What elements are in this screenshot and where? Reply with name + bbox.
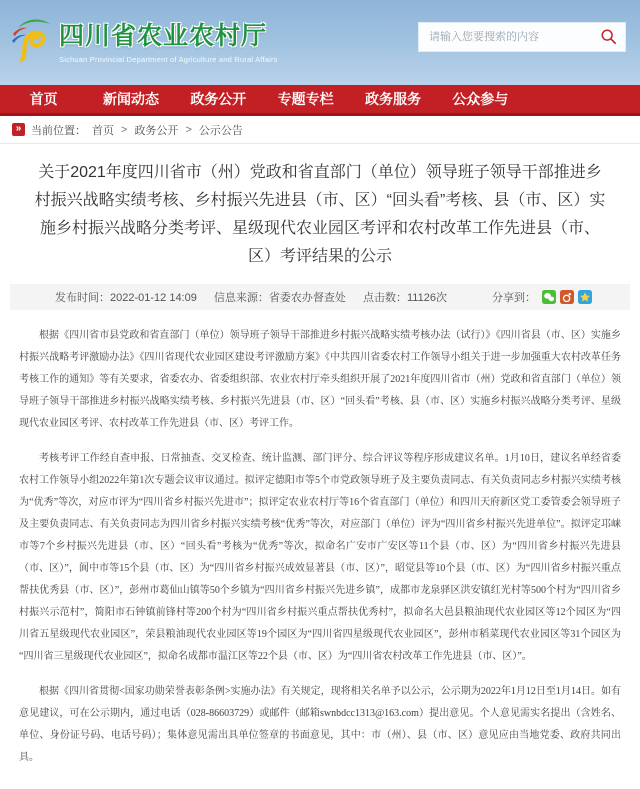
article-body — [0, 310, 640, 789]
phoenix-logo-icon — [10, 16, 54, 64]
share-bar — [492, 289, 592, 305]
search-input[interactable] — [429, 31, 600, 43]
breadcrumb-link-home[interactable]: 首页 — [92, 124, 114, 137]
breadcrumb-link-announcements[interactable]: 公示公告 — [198, 124, 243, 137]
wechat-icon[interactable] — [542, 290, 556, 304]
info-source-label: 信息来源： — [213, 292, 269, 304]
breadcrumb-link-gov-info[interactable]: 政务公开 — [134, 124, 179, 137]
breadcrumb-separator: > — [121, 123, 128, 136]
article-title: 关于2021年度四川省市（州）党政和省直部门（单位）领导班子领导干部推进乡村振兴战略实绩考核、乡村振兴先进县（市、区）“回头看”考核、县（市、区）实施乡村振兴战略分类考评、星级现代农业园区考评和农村改革工作先进县（市、区）考评结果的公示 — [34, 164, 606, 265]
hit-count-value: 11126次 — [406, 292, 447, 304]
site-title-block — [59, 16, 278, 64]
info-source-value: 省委农办督查处 — [268, 292, 346, 304]
search-icon — [600, 28, 617, 45]
article-meta — [55, 289, 461, 305]
weibo-icon[interactable] — [560, 290, 574, 304]
article-paragraph: 根据《四川省贯彻<国家功勋荣誉表彰条例>实施办法》有关规定，现将相关名单予以公示，公示期为2022年1月12日至1月14日。如有意见建议，可在公示期内，通过电话（028-86603729）或邮件（邮箱swnbdcc1313@163.com）提出意见。个人意见需实名提出（含姓名、单位、身份证号码、电话号码）；集体意见需出具单位签章的书面意见，其中：市（州）、县（市、区）意见应由当地党委、政府共同出具。 — [19, 686, 621, 763]
breadcrumb-arrows-icon: » — [12, 123, 25, 136]
main-nav — [0, 85, 640, 116]
info-source — [214, 292, 346, 304]
site-logo[interactable] — [10, 16, 278, 64]
site-title: 四川省农业农村厅 — [59, 21, 268, 50]
publish-time — [55, 292, 197, 304]
search-button[interactable] — [600, 28, 617, 45]
search-box — [418, 22, 626, 52]
nav-item-gov-info[interactable]: 政务公开 — [190, 91, 247, 107]
article-meta-bar — [10, 284, 630, 310]
publish-time-value: 2022-01-12 14:09 — [110, 292, 197, 304]
breadcrumb-separator: > — [185, 123, 192, 136]
qzone-icon[interactable] — [578, 290, 592, 304]
main-nav-list — [0, 85, 524, 113]
site-title-english: Sichuan Provincial Department of Agriculture and Rural Affairs — [59, 54, 278, 64]
hit-count — [363, 292, 447, 304]
hit-count-label: 点击数： — [362, 292, 407, 304]
share-label: 分享到： — [492, 292, 536, 304]
nav-item-gov-services[interactable]: 政务服务 — [364, 91, 421, 107]
publish-time-label: 发布时间： — [55, 292, 110, 304]
breadcrumb — [0, 116, 640, 144]
article-paragraph: 考核考评工作经自查申报、日常抽查、交叉检查、统计监测、部门评分、综合评议等程序形成建议名单。1月10日，建议名单经省委农村工作领导小组2022年第1次专题会议审议通过。拟评定德阳市等5个市党政领导班子及主要负责同志、有关负责同志乡村振兴实绩考核为“优秀”等次，对应市评为“四川省乡村振兴先进市”；拟评定农业农村厅等16个省直部门（单位）和四川天府新区党工委管委会领导班子及主要负责同志、有关负责同志为四川省乡村振兴实绩考核“优秀”等次，对应部门（单位）评为“四川省乡村振兴先进单位”。拟评定邛崃市等7个乡村振兴先进县（市、区）“回头看”考核为“优秀”等次，拟命名广安市广安区等11个县（市、区）为“四川省乡村振兴先进县（市、区）”，阆中市等15个县（市、区）为“四川省乡村振兴成效显著县（市、区）”，昭觉县等10个县（市、区）为“四川省乡村振兴重点帮扶优秀县（市、区）”，彭州市葛仙山镇等50个乡镇为“四川省乡村振兴先进乡镇”，成都市龙泉驿区洪安镇红光村等500个村为“四川省乡村振兴示范村”，简阳市石钟镇前锋村等200个村为“四川省乡村振兴重点帮扶优秀村”，拟命名大邑县粮油现代农业园区等12个园区为“四川省五星级现代农业园区”，荣县粮油现代农业园区等19个园区为“四川省四星级现代农业园区”，彭州市稻菜现代农业园区等31个园区为“四川省三星级现代农业园区”，拟命名成都市温江区等22个县（市、区）为“四川省农村改革工作先进县（市、区）”。 — [19, 453, 621, 662]
nav-item-news[interactable]: 新闻动态 — [102, 91, 159, 107]
site-header — [0, 0, 640, 85]
breadcrumb-prefix: 当前位置： — [31, 124, 86, 137]
article-paragraph: 根据《四川省市县党政和省直部门（单位）领导班子领导干部推进乡村振兴战略实绩考核办法（试行）》《四川省县（市、区）实施乡村振兴战略考评激励办法》《四川省现代农业园区建设考评激励方案》《中共四川省委农村工作领导小组关于进一步加强重大农村改革任务考核工作的通知》等有关要求，省委农办、省委组织部、农业农村厅牵头组织开展了2021年度四川省市（州）党政和省直部门（单位）领导班子领导干部推进乡村振兴战略实绩考核、乡村振兴先进县（市、区）“回头看”考核、县（市、区）实施乡村振兴战略分类考评、星级现代农业园区考评、农村改革工作先进县（市、区）考评工作。 — [19, 330, 621, 429]
nav-item-home[interactable]: 首页 — [29, 91, 58, 107]
nav-item-public-participation[interactable]: 公众参与 — [452, 91, 509, 107]
article — [0, 159, 640, 789]
nav-item-special-topics[interactable]: 专题专栏 — [277, 91, 334, 107]
